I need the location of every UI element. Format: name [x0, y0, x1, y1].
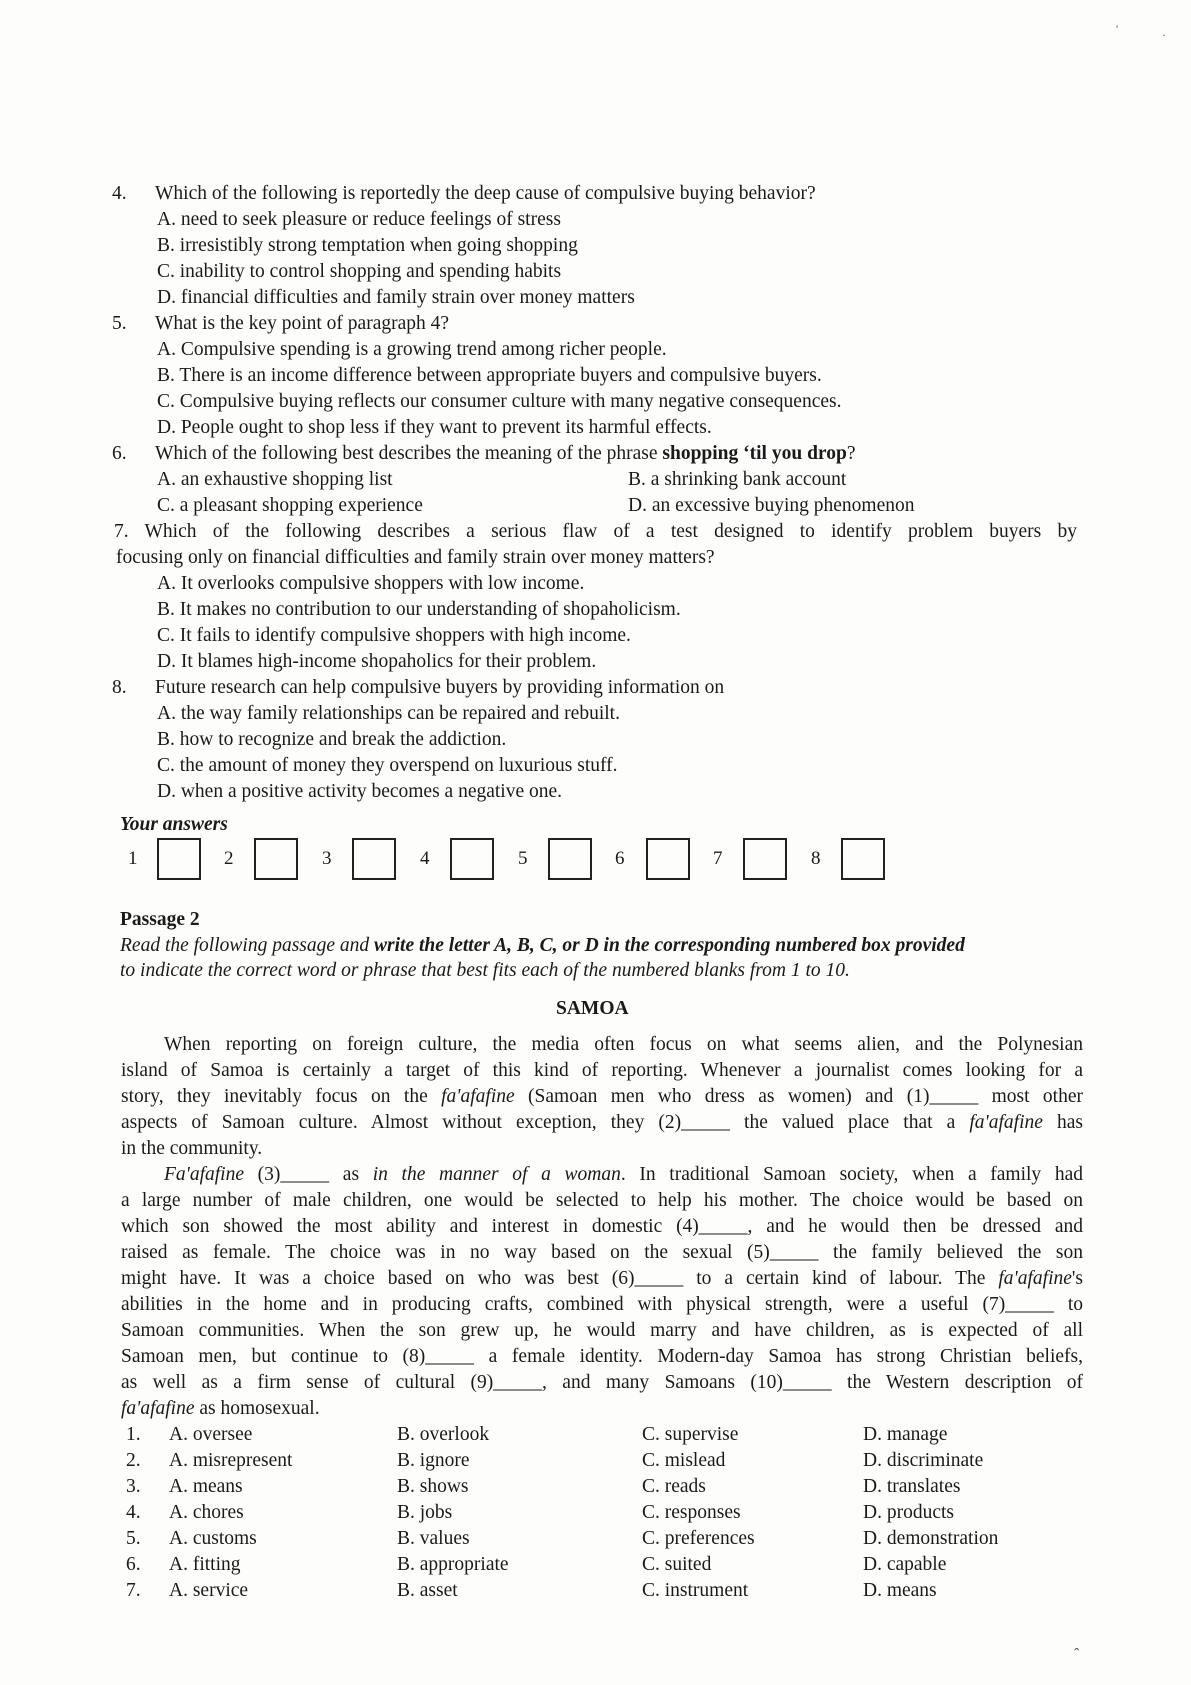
- passage-line-2: island of Samoa is certainly a target of this kind of reporting. Whenever a journalist comes looking for a: [121, 1060, 1083, 1081]
- q4-option-a: A. need to seek pleasure or reduce feelings of stress: [157, 209, 561, 230]
- option-a: A. service: [169, 1580, 249, 1601]
- passage-line-12: Samoan communities. When the son grew up, he would marry and have children, as is expected of all: [121, 1320, 1083, 1341]
- option-b: B. values: [397, 1528, 470, 1549]
- answer-box-6[interactable]: [646, 838, 690, 880]
- option-a: A. means: [169, 1476, 243, 1497]
- q6-number: 6.: [112, 443, 127, 464]
- q7-option-c: C. It fails to identify compulsive shoppers with high income.: [157, 625, 631, 646]
- passage-line-13: Samoan men, but continue to (8)_____ a female identity. Modern-day Samoa has strong Christian beliefs,: [121, 1346, 1083, 1367]
- answer-box-5[interactable]: [548, 838, 592, 880]
- option-b: B. overlook: [397, 1424, 490, 1445]
- answer-label-1: 1: [128, 848, 138, 869]
- option-d: D. means: [863, 1580, 937, 1601]
- q4-option-c: C. inability to control shopping and spending habits: [157, 261, 562, 282]
- option-d: D. manage: [863, 1424, 948, 1445]
- q8-option-b: B. how to recognize and break the addiction.: [157, 729, 507, 750]
- q7-stem-line1: 7. Which of the following describes a serious flaw of a test designed to identify problem buyers by: [114, 521, 1077, 542]
- q8-option-a: A. the way family relationships can be repaired and rebuilt.: [157, 703, 620, 724]
- q6-option-a: A. an exhaustive shopping list: [157, 469, 393, 490]
- option-a: A. misrepresent: [169, 1450, 293, 1471]
- passage-line-6: Fa'afafine (3)_____ as in the manner of a woman. In traditional Samoan society, when a family had: [164, 1164, 1083, 1185]
- q4-option-b: B. irresistibly strong temptation when going shopping: [157, 235, 578, 256]
- option-number: 2.: [126, 1450, 141, 1471]
- passage-line-15: fa'afafine as homosexual.: [121, 1398, 320, 1419]
- q6-option-c: C. a pleasant shopping experience: [157, 495, 423, 516]
- q4-option-d: D. financial difficulties and family strain over money matters: [157, 287, 635, 308]
- option-number: 7.: [126, 1580, 141, 1601]
- option-b: B. jobs: [397, 1502, 453, 1523]
- passage-line-5: in the community.: [121, 1138, 263, 1159]
- q8-option-d: D. when a positive activity becomes a negative one.: [157, 781, 563, 802]
- q6-phrase: shopping ‘til you drop: [662, 443, 847, 464]
- q5-option-d: D. People ought to shop less if they want to prevent its harmful effects.: [157, 417, 712, 438]
- passage-heading: Passage 2: [120, 909, 200, 930]
- q8-option-c: C. the amount of money they overspend on luxurious stuff.: [157, 755, 618, 776]
- answer-box-3[interactable]: [352, 838, 396, 880]
- option-c: C. responses: [642, 1502, 741, 1523]
- option-number: 1.: [126, 1424, 141, 1445]
- answer-label-7: 7: [713, 848, 723, 869]
- answers-label: Your answers: [120, 814, 228, 835]
- passage-line-3: story, they inevitably focus on the fa'afafine (Samoan men who dress as women) and (1)_____ most other: [121, 1086, 1083, 1107]
- q6-option-b: B. a shrinking bank account: [628, 469, 847, 490]
- q5-option-c: C. Compulsive buying reflects our consumer culture with many negative consequences.: [157, 391, 842, 412]
- passage-line-10: might have. It was a choice based on who was best (6)_____ to a certain kind of labour. The fa'afafine's: [121, 1268, 1083, 1289]
- answer-label-3: 3: [322, 848, 332, 869]
- option-a: A. oversee: [169, 1424, 253, 1445]
- q5-stem: What is the key point of paragraph 4?: [155, 313, 450, 334]
- answer-box-4[interactable]: [450, 838, 494, 880]
- option-c: C. preferences: [642, 1528, 755, 1549]
- q8-stem: Future research can help compulsive buyers by providing information on: [155, 677, 725, 698]
- option-c: C. suited: [642, 1554, 712, 1575]
- passage-line-11: abilities in the home and in producing crafts, combined with physical strength, were a useful (7)_____ to: [121, 1294, 1083, 1315]
- passage-line-9: raised as female. The choice was in no way based on the sexual (5)_____ the family believed the son: [121, 1242, 1083, 1263]
- option-d: D. capable: [863, 1554, 947, 1575]
- q6-stem: Which of the following best describes the meaning of the phrase shopping ‘til you drop?: [155, 443, 856, 464]
- answer-label-2: 2: [224, 848, 234, 869]
- option-b: B. asset: [397, 1580, 458, 1601]
- scan-speck: ·: [1162, 28, 1166, 42]
- option-c: C. reads: [642, 1476, 706, 1497]
- option-d: D. discriminate: [863, 1450, 984, 1471]
- option-b: B. appropriate: [397, 1554, 509, 1575]
- option-a: A. fitting: [169, 1554, 241, 1575]
- option-d: D. products: [863, 1502, 954, 1523]
- passage-instructions-line2: to indicate the correct word or phrase that best fits each of the numbered blanks from 1 to 10.: [120, 960, 850, 981]
- answer-label-4: 4: [420, 848, 430, 869]
- passage-title: SAMOA: [556, 998, 629, 1019]
- q7-option-b: B. It makes no contribution to our understanding of shopaholicism.: [157, 599, 681, 620]
- q7-option-d: D. It blames high-income shopaholics for their problem.: [157, 651, 597, 672]
- answer-box-8[interactable]: [841, 838, 885, 880]
- option-number: 6.: [126, 1554, 141, 1575]
- answer-label-5: 5: [518, 848, 528, 869]
- q7-stem-line2: focusing only on financial difficulties and family strain over money matters?: [116, 547, 715, 568]
- option-c: C. instrument: [642, 1580, 749, 1601]
- scan-speck: ˆ: [1074, 1646, 1080, 1663]
- q6-option-d: D. an excessive buying phenomenon: [628, 495, 915, 516]
- q5-option-b: B. There is an income difference between appropriate buyers and compulsive buyers.: [157, 365, 822, 386]
- answer-box-1[interactable]: [157, 838, 201, 880]
- q4-stem: Which of the following is reportedly the deep cause of compulsive buying behavior?: [155, 183, 816, 204]
- passage-line-7: a large number of male children, one would be selected to help his mother. The choice would be based on: [121, 1190, 1083, 1211]
- answer-box-2[interactable]: [254, 838, 298, 880]
- passage-line-14: as well as a firm sense of cultural (9)_____, and many Samoans (10)_____ the Western description of: [121, 1372, 1083, 1393]
- q5-option-a: A. Compulsive spending is a growing trend among richer people.: [157, 339, 667, 360]
- option-b: B. ignore: [397, 1450, 470, 1471]
- option-a: A. chores: [169, 1502, 244, 1523]
- answer-label-6: 6: [615, 848, 625, 869]
- q7-option-a: A. It overlooks compulsive shoppers with low income.: [157, 573, 585, 594]
- passage-line-8: which son showed the most ability and interest in domestic (4)_____, and he would then be dressed and: [121, 1216, 1083, 1237]
- option-number: 3.: [126, 1476, 141, 1497]
- passage-line-4: aspects of Samoan culture. Almost without exception, they (2)_____ the valued place that a fa'afafine has: [121, 1112, 1083, 1133]
- answer-box-7[interactable]: [743, 838, 787, 880]
- passage-instructions-line1: Read the following passage and write the letter A, B, C, or D in the corresponding numbered box provided: [120, 935, 965, 956]
- scan-speck: ': [1116, 22, 1119, 36]
- option-d: D. translates: [863, 1476, 961, 1497]
- passage-line-1: When reporting on foreign culture, the media often focus on what seems alien, and the Polynesian: [164, 1034, 1083, 1055]
- option-a: A. customs: [169, 1528, 257, 1549]
- option-number: 5.: [126, 1528, 141, 1549]
- q5-number: 5.: [112, 313, 127, 334]
- option-number: 4.: [126, 1502, 141, 1523]
- answer-label-8: 8: [811, 848, 821, 869]
- q4-number: 4.: [112, 183, 127, 204]
- option-d: D. demonstration: [863, 1528, 999, 1549]
- q8-number: 8.: [112, 677, 127, 698]
- option-c: C. supervise: [642, 1424, 739, 1445]
- option-c: C. mislead: [642, 1450, 726, 1471]
- option-b: B. shows: [397, 1476, 469, 1497]
